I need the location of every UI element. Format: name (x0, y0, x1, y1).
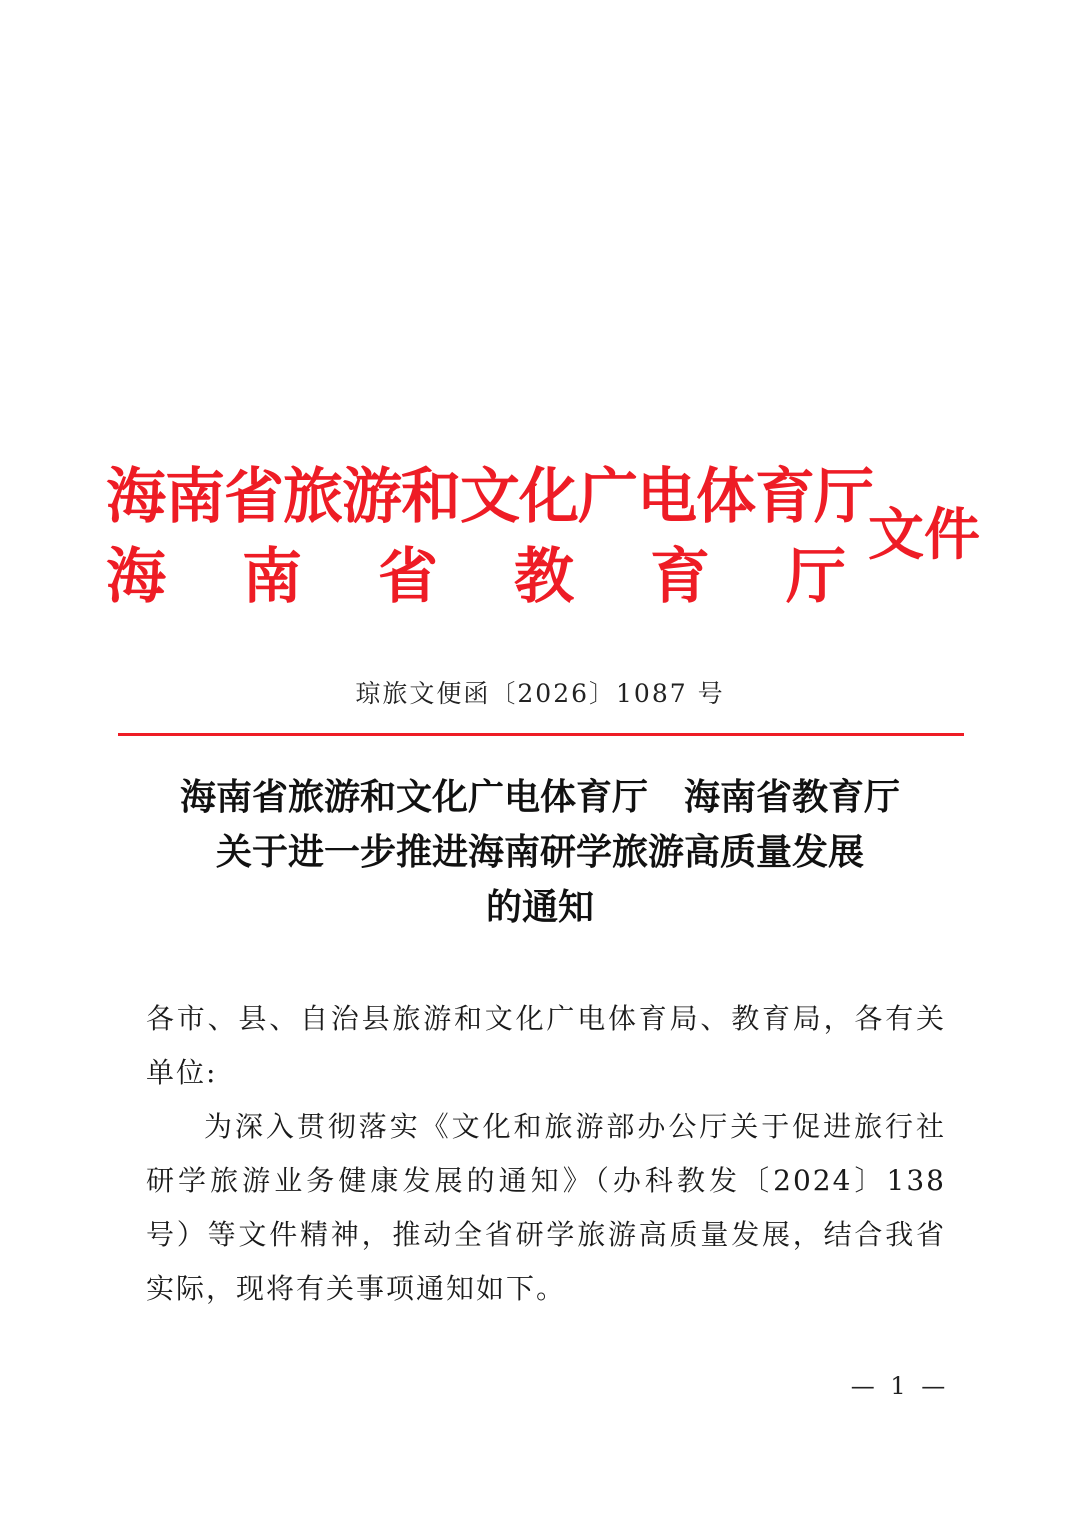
org-char: 厅 (786, 542, 846, 612)
org-char: 省 (378, 542, 438, 612)
document-suffix: 文件 (868, 503, 980, 568)
page-number: — 1 — (850, 1372, 950, 1400)
document-title (0, 770, 1080, 935)
document-body (146, 992, 946, 1316)
issuing-org-education (106, 544, 846, 610)
title-line-3: 的通知 (485, 886, 594, 928)
body-paragraph: 为深入贯彻落实《文化和旅游部办公厅关于促进旅行社研学旅游业务健康发展的通知》（办科教发〔2024〕138 号）等文件精神，推动全省研学旅游高质量发展，结合我省实际，现将有关事项通知如下。 (146, 1110, 946, 1305)
title-line-2: 关于进一步推进海南研学旅游高质量发展 (215, 831, 864, 873)
addressee: 各市、县、自治县旅游和文化广电体育局、教育局，各有关单位: (146, 1002, 946, 1089)
document-header (106, 456, 986, 616)
document-number: 琼旅文便函〔2026〕1087 号 (355, 679, 725, 708)
org-char: 育 (650, 542, 710, 612)
org-char: 南 (242, 542, 302, 612)
org-char: 海 (106, 542, 166, 612)
org-char: 教 (514, 542, 574, 612)
title-line-1: 海南省旅游和文化广电体育厅 海南省教育厅 (179, 776, 900, 818)
issuing-org-tourism: 海南省旅游和文化广电体育厅 (106, 462, 873, 532)
red-divider (118, 733, 964, 736)
